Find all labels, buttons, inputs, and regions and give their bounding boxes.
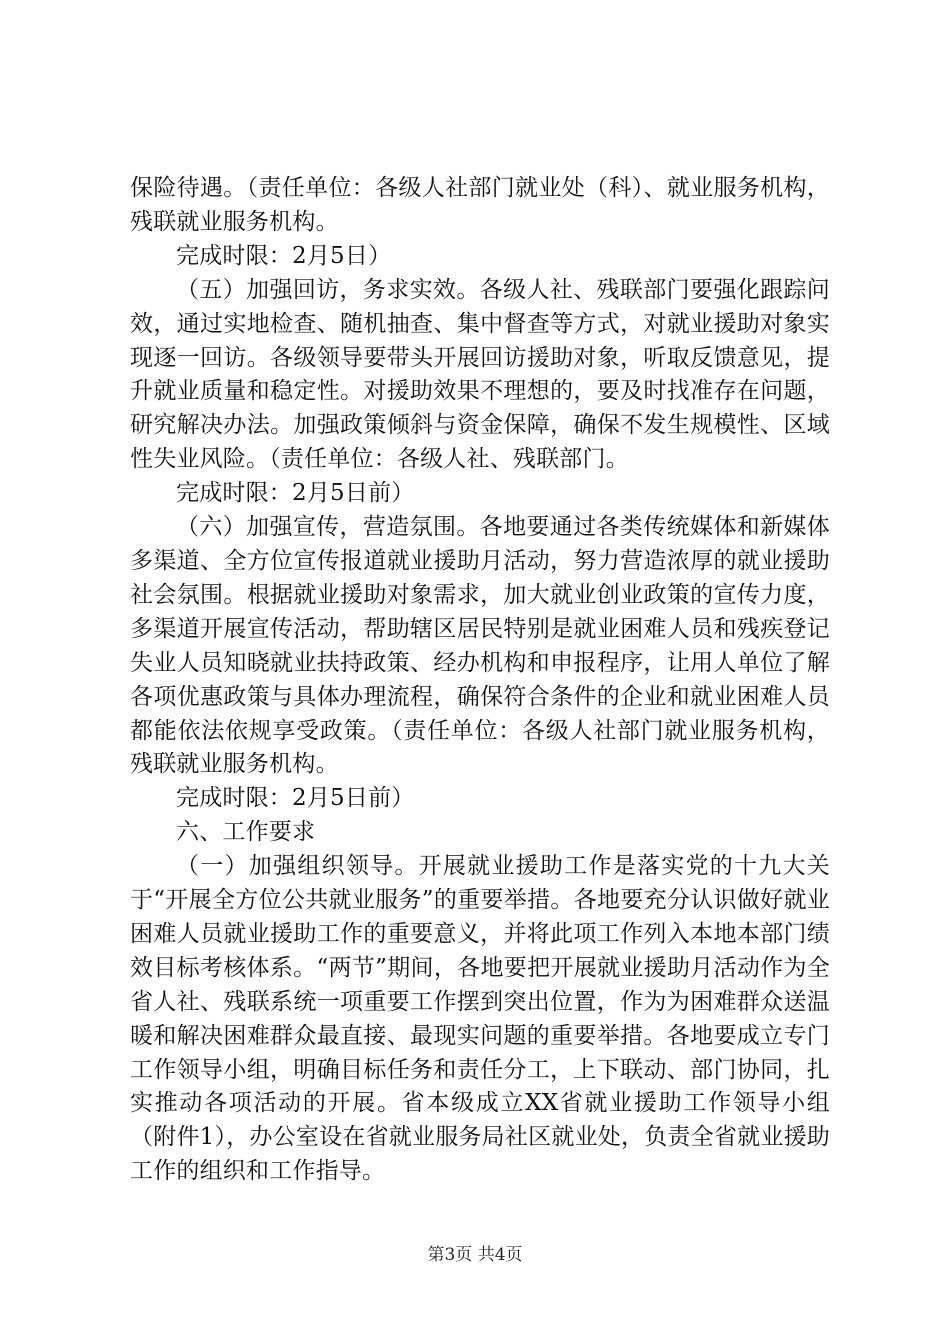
paragraph-6: 完成时限：2月5日前） xyxy=(176,785,415,812)
page-number-footer: 第3页 共4页 xyxy=(427,1245,523,1265)
document-body xyxy=(130,172,830,1189)
paragraph-2: 完成时限：2月5日） xyxy=(176,242,392,269)
paragraph-5: （六）加强宣传，营造氛围。各地要通过各类传统媒体和新媒体多渠道、全方位宣传报道就业援助月活动，努力营造浓厚的就业援助社会氛围。根据就业援助对象需求，加大就业创业政策的宣传力度，多渠道开展宣传活动，帮助辖区居民特别是就业困难人员和残疾登记失业人员知晓就业扶持政策、经办机构和申报程序，让用人单位了解各项优惠政策与具体办理流程，确保符合条件的企业和就业困难人员都能依法依规享受政策。（责任单位：各级人社部门就业服务机构，残联就业服务机构。 xyxy=(130,514,830,778)
paragraph-4: 完成时限：2月5日前） xyxy=(176,480,415,507)
paragraph-3: （五）加强回访，务求实效。各级人社、残联部门要强化跟踪问效，通过实地检查、随机抽查、集中督查等方式，对就业援助对象实现逐一回访。各级领导要带头开展回访援助对象，听取反馈意见，提升就业质量和稳定性。对援助效果不理想的，要及时找准存在问题，研究解决办法。加强政策倾斜与资金保障，确保不发生规模性、区域性失业风险。（责任单位：各级人社、残联部门。 xyxy=(130,276,830,473)
section-heading: 六、工作要求 xyxy=(176,819,316,846)
paragraph-8: （一）加强组织领导。开展就业援助工作是落实党的十九大关于“开展全方位公共就业服务”的重要举措。各地要充分认识做好就业困难人员就业援助工作的重要意义，并将此项工作列入本地本部门绩效目标考核体系。“两节”期间，各地要把开展就业援助月活动作为全省人社、残联系统一项重要工作摆到突出位置，作为为困难群众送温暖和解决困难群众最直接、最现实问题的重要举措。各地要成立专门工作领导小组，明确目标任务和责任分工，上下联动、部门协同，扎实推动各项活动的开展。省本级成立XX省就业援助工作领导小组（附件1），办公室设在省就业服务局社区就业处，负责全省就业援助工作的组织和工作指导。 xyxy=(130,853,830,1185)
paragraph-1: 保险待遇。（责任单位：各级人社部门就业处（科）、就业服务机构，残联就业服务机构。 xyxy=(130,175,830,235)
